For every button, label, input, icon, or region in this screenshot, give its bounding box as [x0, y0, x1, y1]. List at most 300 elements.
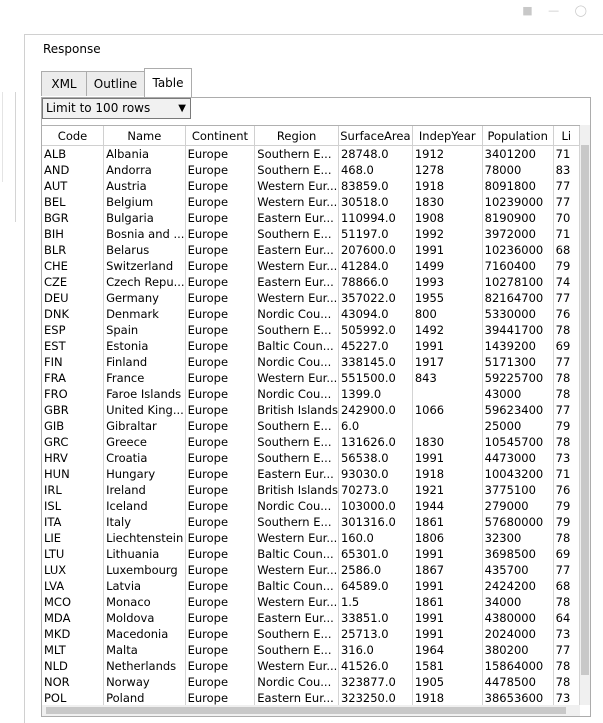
- table-cell: 78: [553, 674, 579, 690]
- table-cell: 77: [553, 354, 579, 370]
- table-cell: 78000: [482, 162, 553, 178]
- table-body: [42, 146, 580, 707]
- table-cell: 83859.0: [338, 178, 412, 194]
- table-cell: Europe: [185, 530, 255, 546]
- table-cell: BEL: [42, 194, 104, 210]
- table-cell: 34000: [482, 594, 553, 610]
- table-cell: Europe: [185, 386, 255, 402]
- table-cell: 110994.0: [338, 210, 412, 226]
- table-cell: MLT: [42, 642, 104, 658]
- table-row[interactable]: [42, 194, 580, 210]
- table-cell: MDA: [42, 610, 104, 626]
- table-cell: Nordic Cou...: [255, 306, 339, 322]
- table-cell: Baltic Coun...: [255, 546, 339, 562]
- table-cell: 1399.0: [338, 386, 412, 402]
- table-cell: 25713.0: [338, 626, 412, 642]
- table-cell: 2024000: [482, 626, 553, 642]
- table-cell: [412, 386, 482, 402]
- table-row[interactable]: [42, 338, 580, 354]
- top-toolbar-strip: [0, 0, 603, 30]
- table-cell: 468.0: [338, 162, 412, 178]
- table-cell: 71: [553, 146, 579, 163]
- table-cell: Europe: [185, 306, 255, 322]
- table-cell: 83: [553, 162, 579, 178]
- table-cell: Eastern Eur...: [255, 466, 339, 482]
- column-header-code[interactable]: Code: [42, 126, 104, 146]
- table-cell: 323877.0: [338, 674, 412, 690]
- table-cell: 3401200: [482, 146, 553, 163]
- table-cell: 78866.0: [338, 274, 412, 290]
- table-cell: Southern E...: [255, 642, 339, 658]
- table-cell: 2586.0: [338, 562, 412, 578]
- table-cell: 41526.0: [338, 658, 412, 674]
- table-cell: 1439200: [482, 338, 553, 354]
- table-cell: Western Eur...: [255, 258, 339, 274]
- table-cell: Nordic Cou...: [255, 386, 339, 402]
- table-cell: 71: [553, 466, 579, 482]
- table-cell: 65301.0: [338, 546, 412, 562]
- table-cell: 800: [412, 306, 482, 322]
- table-cell: Europe: [185, 274, 255, 290]
- dropdown-arrow-icon: ▼: [178, 103, 186, 114]
- table-cell: 69: [553, 338, 579, 354]
- table-cell: Europe: [185, 434, 255, 450]
- vertical-scrollbar[interactable]: [580, 125, 590, 705]
- table-cell: 64589.0: [338, 578, 412, 594]
- table-cell: Bulgaria: [104, 210, 186, 226]
- table-cell: Europe: [185, 402, 255, 418]
- table-cell: 843: [412, 370, 482, 386]
- table-cell: France: [104, 370, 186, 386]
- table-cell: 76: [553, 306, 579, 322]
- table-cell: Eastern Eur...: [255, 242, 339, 258]
- table-cell: 78: [553, 530, 579, 546]
- table-cell: 70: [553, 210, 579, 226]
- table-row[interactable]: [42, 530, 580, 546]
- table-cell: 1918: [412, 466, 482, 482]
- table-row[interactable]: [42, 226, 580, 242]
- table-cell: Europe: [185, 498, 255, 514]
- table-cell: Europe: [185, 354, 255, 370]
- horizontal-scrollbar[interactable]: [42, 705, 580, 716]
- table-cell: 79: [553, 498, 579, 514]
- table-cell: 1991: [412, 338, 482, 354]
- table-cell: Austria: [104, 178, 186, 194]
- table-cell: 39441700: [482, 322, 553, 338]
- table-cell: 207600.0: [338, 242, 412, 258]
- table-cell: Poland: [104, 690, 186, 706]
- table-cell: Eastern Eur...: [255, 690, 339, 706]
- table-cell: Spain: [104, 322, 186, 338]
- table-row[interactable]: [42, 354, 580, 370]
- table-row[interactable]: [42, 370, 580, 386]
- table-cell: 1806: [412, 530, 482, 546]
- table-cell: 77: [553, 562, 579, 578]
- table-cell: Baltic Coun...: [255, 578, 339, 594]
- table-cell: British Islands: [255, 482, 339, 498]
- table-cell: 1944: [412, 498, 482, 514]
- table-cell: Southern E...: [255, 162, 339, 178]
- table-cell: Europe: [185, 610, 255, 626]
- table-row[interactable]: [42, 210, 580, 226]
- table-cell: Southern E...: [255, 434, 339, 450]
- table-cell: Europe: [185, 322, 255, 338]
- table-cell: 435700: [482, 562, 553, 578]
- table-cell: IRL: [42, 482, 104, 498]
- table-cell: 1912: [412, 146, 482, 163]
- table-cell: 78: [553, 434, 579, 450]
- column-header-indepyear[interactable]: IndepYear: [412, 126, 482, 146]
- table-row[interactable]: [42, 578, 580, 594]
- table-cell: Southern E...: [255, 514, 339, 530]
- table-cell: DEU: [42, 290, 104, 306]
- table-cell: 45227.0: [338, 338, 412, 354]
- table-cell: 242900.0: [338, 402, 412, 418]
- table-cell: Europe: [185, 594, 255, 610]
- table-cell: 1278: [412, 162, 482, 178]
- table-row[interactable]: [42, 482, 580, 498]
- table-cell: 76: [553, 482, 579, 498]
- table-cell: FIN: [42, 354, 104, 370]
- table-cell: 1964: [412, 642, 482, 658]
- table-cell: Netherlands: [104, 658, 186, 674]
- table-row[interactable]: [42, 514, 580, 530]
- table-cell: 1905: [412, 674, 482, 690]
- table-cell: 1918: [412, 178, 482, 194]
- table-cell: 338145.0: [338, 354, 412, 370]
- table-cell: 1908: [412, 210, 482, 226]
- table-row[interactable]: [42, 498, 580, 514]
- table-cell: Eastern Eur...: [255, 274, 339, 290]
- table-cell: Nordic Cou...: [255, 354, 339, 370]
- table-cell: 1830: [412, 194, 482, 210]
- table-cell: 8190900: [482, 210, 553, 226]
- table-cell: 77: [553, 402, 579, 418]
- table-cell: 1581: [412, 658, 482, 674]
- table-cell: ISL: [42, 498, 104, 514]
- table-row[interactable]: [42, 402, 580, 418]
- table-cell: Southern E...: [255, 418, 339, 434]
- table-cell: 64: [553, 610, 579, 626]
- table-cell: Southern E...: [255, 322, 339, 338]
- table-cell: 25000: [482, 418, 553, 434]
- table-cell: AUT: [42, 178, 104, 194]
- table-row[interactable]: [42, 658, 580, 674]
- table-row[interactable]: [42, 562, 580, 578]
- table-cell: 79: [553, 258, 579, 274]
- row-limit-select[interactable]: [42, 98, 191, 119]
- table-cell: Europe: [185, 578, 255, 594]
- table-cell: Europe: [185, 210, 255, 226]
- table-cell: Luxembourg: [104, 562, 186, 578]
- table-cell: Albania: [104, 146, 186, 163]
- table-cell: 78: [553, 594, 579, 610]
- table-cell: 73: [553, 450, 579, 466]
- table-cell: 56538.0: [338, 450, 412, 466]
- column-header-population[interactable]: Population: [482, 126, 553, 146]
- table-cell: Western Eur...: [255, 194, 339, 210]
- table-cell: Eastern Eur...: [255, 210, 339, 226]
- table-row[interactable]: [42, 274, 580, 290]
- table-row[interactable]: [42, 162, 580, 178]
- table-cell: Southern E...: [255, 146, 339, 163]
- table-cell: Faroe Islands: [104, 386, 186, 402]
- table-cell: Lithuania: [104, 546, 186, 562]
- table-cell: 1066: [412, 402, 482, 418]
- table-cell: 103000.0: [338, 498, 412, 514]
- table-cell: Western Eur...: [255, 178, 339, 194]
- table-cell: 79: [553, 514, 579, 530]
- table-cell: 1991: [412, 610, 482, 626]
- table-cell: 7160400: [482, 258, 553, 274]
- table-row[interactable]: [42, 450, 580, 466]
- table-cell: 3775100: [482, 482, 553, 498]
- table-cell: Italy: [104, 514, 186, 530]
- table-row[interactable]: [42, 466, 580, 482]
- table-cell: 10236000: [482, 242, 553, 258]
- table-row[interactable]: [42, 434, 580, 450]
- table-cell: Europe: [185, 626, 255, 642]
- table-cell: 43000: [482, 386, 553, 402]
- table-cell: 316.0: [338, 642, 412, 658]
- table-row[interactable]: [42, 306, 580, 322]
- table-cell: 77: [553, 178, 579, 194]
- table-cell: 551500.0: [338, 370, 412, 386]
- column-header-name[interactable]: Name: [104, 126, 186, 146]
- table-cell: 93030.0: [338, 466, 412, 482]
- table-row[interactable]: [42, 146, 580, 163]
- table-cell: Western Eur...: [255, 370, 339, 386]
- table-cell: Europe: [185, 482, 255, 498]
- column-header-surfacearea[interactable]: SurfaceArea: [338, 126, 412, 146]
- table-cell: Finland: [104, 354, 186, 370]
- table-cell: 73: [553, 690, 579, 706]
- table-cell: 30518.0: [338, 194, 412, 210]
- table-cell: 57680000: [482, 514, 553, 530]
- table-cell: 1991: [412, 242, 482, 258]
- table-cell: 1861: [412, 514, 482, 530]
- table-cell: Europe: [185, 370, 255, 386]
- table-cell: 5171300: [482, 354, 553, 370]
- table-cell: 1991: [412, 546, 482, 562]
- left-divider-outer: [2, 92, 3, 182]
- table-cell: CHE: [42, 258, 104, 274]
- tab-table[interactable]: Table: [144, 68, 192, 98]
- table-cell: 59225700: [482, 370, 553, 386]
- table-cell: 1921: [412, 482, 482, 498]
- table-row[interactable]: [42, 258, 580, 274]
- table-cell: Europe: [185, 466, 255, 482]
- table-cell: 1992: [412, 226, 482, 242]
- table-cell: MKD: [42, 626, 104, 642]
- vertical-scroll-thumb[interactable]: [581, 145, 589, 675]
- table-cell: Europe: [185, 194, 255, 210]
- table-row[interactable]: [42, 386, 580, 402]
- table-cell: 73: [553, 626, 579, 642]
- table-cell: Western Eur...: [255, 658, 339, 674]
- table-cell: 68: [553, 578, 579, 594]
- table-cell: Croatia: [104, 450, 186, 466]
- table-cell: Europe: [185, 674, 255, 690]
- table-cell: United King...: [104, 402, 186, 418]
- table-cell: [412, 418, 482, 434]
- tab-outline[interactable]: Outline: [86, 71, 145, 96]
- table-cell: 1861: [412, 594, 482, 610]
- tab-xml[interactable]: XML: [41, 71, 87, 96]
- table-cell: Europe: [185, 690, 255, 706]
- table-cell: 15864000: [482, 658, 553, 674]
- table-cell: Greece: [104, 434, 186, 450]
- table-cell: British Islands: [255, 402, 339, 418]
- table-cell: 78: [553, 658, 579, 674]
- table-row[interactable]: [42, 674, 580, 690]
- table-row[interactable]: [42, 418, 580, 434]
- table-cell: Macedonia: [104, 626, 186, 642]
- table-cell: 1917: [412, 354, 482, 370]
- window-control-icons: ■ — ◯: [522, 4, 593, 17]
- table-cell: Europe: [185, 338, 255, 354]
- table-cell: Europe: [185, 146, 255, 163]
- table-cell: 301316.0: [338, 514, 412, 530]
- table-cell: 4380000: [482, 610, 553, 626]
- table-row[interactable]: [42, 322, 580, 338]
- table-cell: Europe: [185, 418, 255, 434]
- table-row[interactable]: [42, 642, 580, 658]
- table-cell: Europe: [185, 642, 255, 658]
- table-cell: 71: [553, 226, 579, 242]
- table-cell: Belarus: [104, 242, 186, 258]
- table-cell: MCO: [42, 594, 104, 610]
- table-cell: 1991: [412, 578, 482, 594]
- table-cell: 69: [553, 546, 579, 562]
- table-cell: 3698500: [482, 546, 553, 562]
- results-table: [42, 126, 580, 706]
- table-cell: Europe: [185, 258, 255, 274]
- table-cell: Liechtenstein: [104, 530, 186, 546]
- table-cell: Denmark: [104, 306, 186, 322]
- table-cell: Switzerland: [104, 258, 186, 274]
- table-cell: ESP: [42, 322, 104, 338]
- table-cell: 78: [553, 386, 579, 402]
- response-label: Response: [43, 42, 101, 56]
- table-cell: Europe: [185, 514, 255, 530]
- table-cell: BGR: [42, 210, 104, 226]
- table-cell: 41284.0: [338, 258, 412, 274]
- column-header-continent[interactable]: Continent: [185, 126, 255, 146]
- table-cell: Western Eur...: [255, 594, 339, 610]
- row-limit-value: Limit to 100 rows: [46, 101, 151, 115]
- table-cell: Hungary: [104, 466, 186, 482]
- table-cell: 1830: [412, 434, 482, 450]
- table-cell: Europe: [185, 290, 255, 306]
- column-header-region[interactable]: Region: [255, 126, 339, 146]
- table-cell: HUN: [42, 466, 104, 482]
- table-cell: 10043200: [482, 466, 553, 482]
- table-cell: BLR: [42, 242, 104, 258]
- table-cell: 1492: [412, 322, 482, 338]
- table-cell: Europe: [185, 658, 255, 674]
- table-cell: 4473000: [482, 450, 553, 466]
- table-cell: 1499: [412, 258, 482, 274]
- table-cell: Estonia: [104, 338, 186, 354]
- table-cell: Southern E...: [255, 226, 339, 242]
- table-row[interactable]: [42, 610, 580, 626]
- table-cell: Germany: [104, 290, 186, 306]
- table-cell: 77: [553, 290, 579, 306]
- table-cell: 78: [553, 370, 579, 386]
- table-cell: 10239000: [482, 194, 553, 210]
- table-cell: 357022.0: [338, 290, 412, 306]
- table-cell: ITA: [42, 514, 104, 530]
- table-cell: GBR: [42, 402, 104, 418]
- table-cell: POL: [42, 690, 104, 706]
- table-row[interactable]: [42, 242, 580, 258]
- table-cell: 3972000: [482, 226, 553, 242]
- table-row[interactable]: [42, 594, 580, 610]
- table-row[interactable]: [42, 290, 580, 306]
- horizontal-scroll-thumb[interactable]: [46, 707, 566, 714]
- table-row[interactable]: [42, 178, 580, 194]
- table-cell: Southern E...: [255, 450, 339, 466]
- table-cell: Western Eur...: [255, 530, 339, 546]
- table-cell: FRA: [42, 370, 104, 386]
- table-cell: 505992.0: [338, 322, 412, 338]
- table-cell: Baltic Coun...: [255, 338, 339, 354]
- table-cell: Gibraltar: [104, 418, 186, 434]
- table-cell: 43094.0: [338, 306, 412, 322]
- table-cell: 131626.0: [338, 434, 412, 450]
- table-cell: NLD: [42, 658, 104, 674]
- table-cell: 8091800: [482, 178, 553, 194]
- table-row[interactable]: [42, 626, 580, 642]
- table-cell: Western Eur...: [255, 290, 339, 306]
- table-cell: Nordic Cou...: [255, 674, 339, 690]
- table-cell: 380200: [482, 642, 553, 658]
- table-cell: GIB: [42, 418, 104, 434]
- table-cell: 10545700: [482, 434, 553, 450]
- results-table-container: [42, 125, 580, 706]
- table-row[interactable]: [42, 690, 580, 706]
- table-cell: 10278100: [482, 274, 553, 290]
- table-cell: 32300: [482, 530, 553, 546]
- table-cell: 1955: [412, 290, 482, 306]
- table-cell: Andorra: [104, 162, 186, 178]
- table-cell: 68: [553, 242, 579, 258]
- table-cell: 78: [553, 322, 579, 338]
- table-cell: 1993: [412, 274, 482, 290]
- table-cell: Belgium: [104, 194, 186, 210]
- table-cell: LTU: [42, 546, 104, 562]
- table-cell: Europe: [185, 562, 255, 578]
- table-cell: 1918: [412, 690, 482, 706]
- table-cell: Norway: [104, 674, 186, 690]
- table-cell: Ireland: [104, 482, 186, 498]
- table-cell: Czech Repu...: [104, 274, 186, 290]
- table-cell: 6.0: [338, 418, 412, 434]
- table-cell: 1991: [412, 450, 482, 466]
- table-cell: LIE: [42, 530, 104, 546]
- column-header-li[interactable]: Li: [553, 126, 579, 146]
- table-cell: 160.0: [338, 530, 412, 546]
- table-cell: 279000: [482, 498, 553, 514]
- table-cell: 1.5: [338, 594, 412, 610]
- table-cell: NOR: [42, 674, 104, 690]
- table-cell: 79: [553, 418, 579, 434]
- table-cell: BIH: [42, 226, 104, 242]
- table-cell: Western Eur...: [255, 562, 339, 578]
- table-cell: 1867: [412, 562, 482, 578]
- table-row[interactable]: [42, 546, 580, 562]
